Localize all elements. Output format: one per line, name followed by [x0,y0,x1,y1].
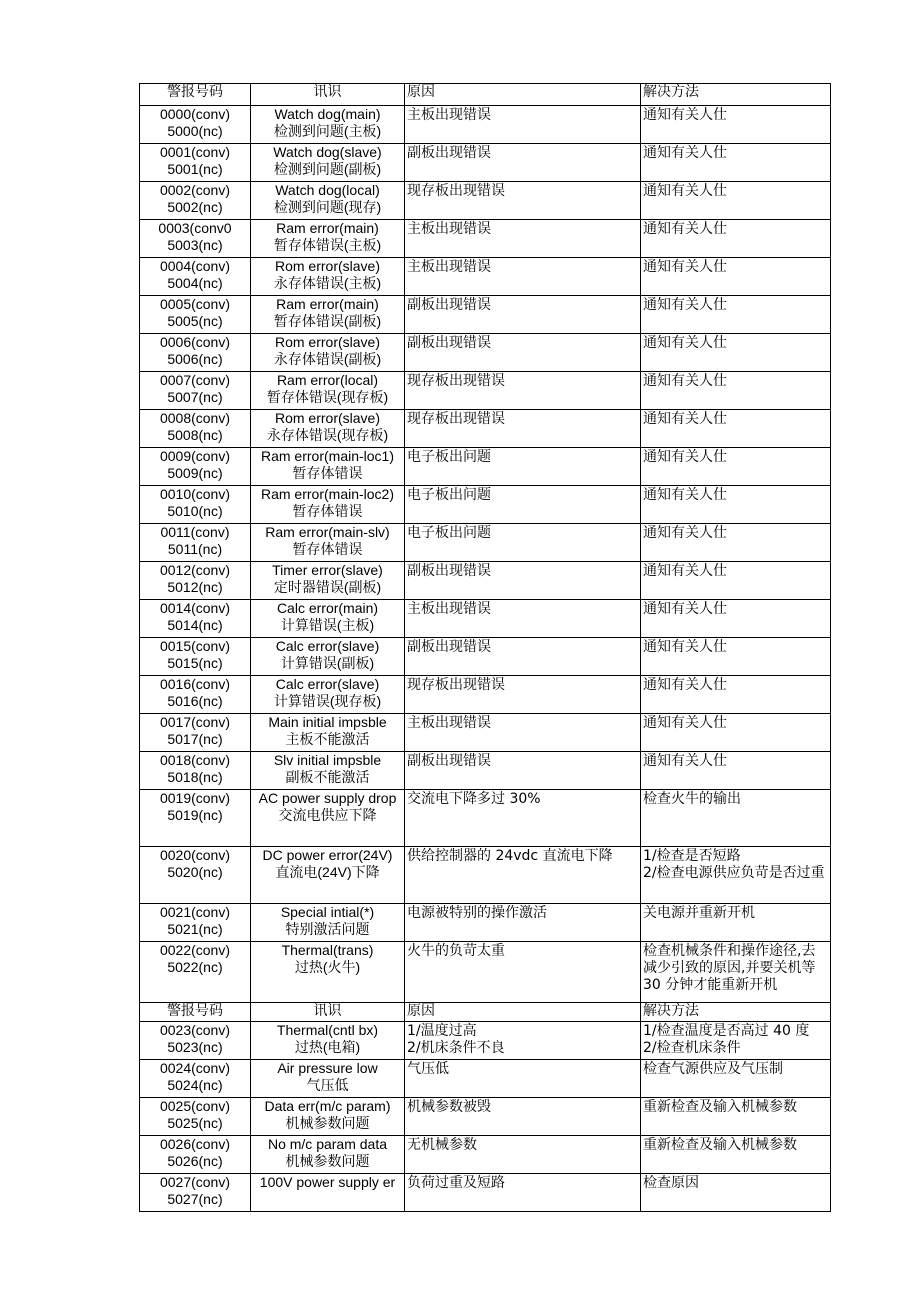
table-row [140,714,831,752]
message-cell [251,1174,405,1212]
alarm-code-nc: 5001(nc) [167,161,223,177]
alarm-code-cell [140,1022,251,1060]
solution-cell: 检查原因 [641,1174,831,1212]
alarm-code-nc: 5024(nc) [167,1077,223,1093]
message-cell [251,296,405,334]
message-en: 100V power supply er [259,1174,396,1190]
solution-cell: 检查火牛的输出 [641,790,831,847]
alarm-code-conv: 0017(conv) [159,714,231,730]
alarm-code-conv: 0015(conv) [159,638,231,654]
alarm-code-nc: 5022(nc) [167,959,223,975]
cause-cell: 负荷过重及短路 [405,1174,641,1212]
message-cell [251,714,405,752]
table-row [140,847,831,904]
alarm-code-cell [140,562,251,600]
message-en: Slv initial impsble [273,752,382,768]
table-row [140,106,831,144]
alarm-code-nc: 5026(nc) [167,1153,223,1169]
solution-cell: 通知有关人仕 [641,106,831,144]
message-cn: 机械参数问题 [285,1153,370,1169]
table-row [140,334,831,372]
solution-cell: 检查气源供应及气压制 [641,1060,831,1098]
alarm-code-nc: 5015(nc) [167,655,223,671]
alarm-code-cell [140,334,251,372]
alarm-code-nc: 5004(nc) [167,275,223,291]
solution-cell: 通知有关人仕 [641,410,831,448]
alarm-code-conv: 0018(conv) [159,752,231,768]
message-en: Special intial(*) [280,904,375,920]
cause-cell: 现存板出现错误 [405,676,641,714]
message-cn: 过热(电箱) [294,1039,361,1055]
alarm-code-conv: 0020(conv) [159,847,231,863]
alarm-code-cell [140,1174,251,1212]
cause-cell: 电子板出问题 [405,448,641,486]
cause-cell: 机械参数被毁 [405,1098,641,1136]
alarm-code-conv: 0014(conv) [159,600,231,616]
message-en: Timer error(slave) [272,562,383,578]
message-en: Main initial impsble [268,714,387,730]
message-cn: 直流电(24V)下降 [275,864,380,880]
header-cause: 原因 [405,84,641,106]
table-row [140,1136,831,1174]
cause-cell: 供给控制器的 24vdc 直流电下降 [405,847,641,904]
alarm-code-nc: 5012(nc) [167,579,223,595]
alarm-code-cell [140,904,251,942]
message-cn: 机械参数问题 [285,1115,370,1131]
header-code: 警报号码 [140,1003,251,1022]
cause-cell: 主板出现错误 [405,258,641,296]
message-cn: 主板不能激活 [285,731,370,747]
table-row [140,752,831,790]
table-row [140,258,831,296]
message-cn: 永存体错误(主板) [273,275,382,291]
message-en: Air pressure low [277,1060,378,1076]
alarm-code-conv: 0007(conv) [159,372,231,388]
alarm-code-conv: 0021(conv) [159,904,231,920]
message-cn: 副板不能激活 [285,769,370,785]
alarm-code-conv: 0022(conv) [159,942,231,958]
cause-cell: 主板出现错误 [405,714,641,752]
alarm-code-cell [140,182,251,220]
alarm-code-cell [140,1098,251,1136]
message-cn: 暂存体错误(现存板) [266,389,389,405]
alarm-code-cell [140,1136,251,1174]
message-en: AC power supply drop [258,790,397,806]
alarm-code-nc: 5027(nc) [167,1191,223,1207]
alarm-code-nc: 5016(nc) [167,693,223,709]
alarm-code-cell [140,296,251,334]
message-cell [251,1022,405,1060]
cause-cell: 副板出现错误 [405,638,641,676]
table-row [140,1174,831,1212]
alarm-code-nc: 5017(nc) [167,731,223,747]
message-en: Ram error(main-slv) [265,524,390,540]
message-cn: 过热(火牛) [294,959,361,975]
message-cell [251,904,405,942]
message-cell [251,562,405,600]
cause-cell: 副板出现错误 [405,144,641,182]
header-message: 讯识 [251,1003,405,1022]
table-row [140,1060,831,1098]
repeated-header-row [140,1003,831,1022]
message-cell [251,638,405,676]
table-row [140,220,831,258]
message-cell [251,486,405,524]
alarm-code-nc: 5006(nc) [167,351,223,367]
message-cell [251,144,405,182]
solution-cell: 通知有关人仕 [641,714,831,752]
solution-cell: 检查机械条件和操作途径,去减少引致的原因,并要关机等 30 分钟才能重新开机 [641,942,831,1003]
alarm-code-nc: 5002(nc) [167,199,223,215]
solution-cell: 通知有关人仕 [641,448,831,486]
table-row [140,448,831,486]
cause-cell: 电子板出问题 [405,486,641,524]
message-cn: 永存体错误(副板) [273,351,382,367]
alarm-code-cell [140,676,251,714]
message-en: Data err(m/c param) [264,1098,391,1114]
table-row [140,182,831,220]
alarm-code-cell [140,790,251,847]
message-cell [251,106,405,144]
message-en: Thermal(trans) [281,942,374,958]
cause-cell: 主板出现错误 [405,220,641,258]
alarm-code-conv: 0008(conv) [159,410,231,426]
table-row [140,296,831,334]
alarm-code-conv: 0016(conv) [159,676,231,692]
message-en: Ram error(main-loc1) [260,448,395,464]
alarm-code-cell [140,847,251,904]
alarm-code-cell [140,220,251,258]
alarm-code-nc: 5008(nc) [167,427,223,443]
alarm-code-table [139,83,831,1212]
cause-cell: 副板出现错误 [405,562,641,600]
table-row [140,600,831,638]
alarm-code-conv: 0005(conv) [159,296,231,312]
solution-cell: 1/检查温度是否高过 40 度 2/检查机床条件 [641,1022,831,1060]
message-en: Thermal(cntl bx) [276,1022,379,1038]
alarm-code-nc: 5010(nc) [167,503,223,519]
message-cn: 永存体错误(现存板) [266,427,389,443]
cause-cell: 现存板出现错误 [405,410,641,448]
message-en: Rom error(slave) [274,258,380,274]
table-row [140,372,831,410]
message-cn: 检测到问题(现存) [273,199,382,215]
alarm-code-conv: 0019(conv) [159,790,231,806]
cause-cell: 副板出现错误 [405,334,641,372]
alarm-code-conv: 0012(conv) [159,562,231,578]
alarm-code-nc: 5025(nc) [167,1115,223,1131]
message-cell [251,334,405,372]
table-row [140,904,831,942]
alarm-code-conv: 0003(conv0 [158,220,232,236]
header-solution: 解决方法 [641,84,831,106]
message-cn: 暂存体错误 [292,541,363,557]
cause-cell: 电子板出问题 [405,524,641,562]
message-en: Ram error(main-loc2) [260,486,395,502]
message-cell [251,182,405,220]
alarm-code-conv: 0000(conv) [159,106,231,122]
message-cn: 暂存体错误(副板) [273,313,382,329]
solution-cell: 1/检查是否短路 2/检查电源供应负苛是否过重 [641,847,831,904]
header-solution: 解决方法 [641,1003,831,1022]
alarm-code-conv: 0006(conv) [159,334,231,350]
alarm-code-conv: 0023(conv) [159,1022,231,1038]
cause-cell: 现存板出现错误 [405,372,641,410]
alarm-code-cell [140,106,251,144]
cause-cell: 火牛的负苛太重 [405,942,641,1003]
message-en: Calc error(slave) [275,676,380,692]
message-cell [251,752,405,790]
solution-cell: 通知有关人仕 [641,296,831,334]
solution-cell: 通知有关人仕 [641,562,831,600]
alarm-code-nc: 5021(nc) [167,921,223,937]
alarm-code-cell [140,714,251,752]
solution-cell: 通知有关人仕 [641,600,831,638]
alarm-code-cell [140,144,251,182]
alarm-code-conv: 0027(conv) [159,1174,231,1190]
header-code: 警报号码 [140,84,251,106]
cause-cell: 主板出现错误 [405,600,641,638]
cause-cell: 1/温度过高 2/机床条件不良 [405,1022,641,1060]
alarm-code-nc: 5018(nc) [167,769,223,785]
message-cn: 计算错误(现存板) [273,693,382,709]
table-row [140,144,831,182]
solution-cell: 通知有关人仕 [641,638,831,676]
message-cell [251,600,405,638]
alarm-code-cell [140,372,251,410]
cause-cell: 无机械参数 [405,1136,641,1174]
message-cell [251,258,405,296]
alarm-code-nc: 5007(nc) [167,389,223,405]
table-row [140,486,831,524]
alarm-code-cell [140,258,251,296]
message-en: Rom error(slave) [274,410,380,426]
alarm-code-nc: 5014(nc) [167,617,223,633]
table-row [140,1022,831,1060]
solution-cell: 通知有关人仕 [641,676,831,714]
solution-cell: 通知有关人仕 [641,334,831,372]
cause-cell: 气压低 [405,1060,641,1098]
message-en: Rom error(slave) [274,334,380,350]
table-row [140,676,831,714]
message-cell [251,372,405,410]
message-en: Watch dog(main) [274,106,381,122]
table-row [140,790,831,847]
alarm-code-conv: 0001(conv) [159,144,231,160]
message-cell [251,1136,405,1174]
solution-cell: 重新检查及输入机械参数 [641,1098,831,1136]
alarm-code-nc: 5003(nc) [167,237,223,253]
message-en: Calc error(main) [276,600,379,616]
alarm-code-cell [140,1060,251,1098]
message-cell [251,524,405,562]
solution-cell: 通知有关人仕 [641,752,831,790]
alarm-code-conv: 0010(conv) [159,486,231,502]
message-en: DC power error(24V) [262,847,393,863]
message-cell [251,676,405,714]
alarm-code-nc: 5000(nc) [167,123,223,139]
message-cell [251,448,405,486]
alarm-code-cell [140,638,251,676]
message-cell [251,1060,405,1098]
alarm-code-nc: 5011(nc) [167,541,223,557]
cause-cell: 电源被特别的操作激活 [405,904,641,942]
message-cn: 定时器错误(副板) [273,579,382,595]
alarm-code-nc: 5020(nc) [167,864,223,880]
alarm-code-conv: 0026(conv) [159,1136,231,1152]
message-cell [251,1098,405,1136]
message-en: Ram error(main) [276,296,379,312]
alarm-code-cell [140,410,251,448]
alarm-code-cell [140,448,251,486]
alarm-code-conv: 0024(conv) [159,1060,231,1076]
message-cn: 检测到问题(副板) [273,161,382,177]
alarm-code-conv: 0025(conv) [159,1098,231,1114]
alarm-code-nc: 5023(nc) [167,1039,223,1055]
alarm-code-conv: 0011(conv) [160,524,230,540]
message-cell [251,847,405,904]
message-cell [251,410,405,448]
header-row [140,84,831,106]
solution-cell: 通知有关人仕 [641,220,831,258]
message-cn: 暂存体错误 [292,465,363,481]
header-cause: 原因 [405,1003,641,1022]
alarm-code-nc: 5009(nc) [167,465,223,481]
alarm-code-conv: 0009(conv) [159,448,231,464]
message-cell [251,790,405,847]
message-en: No m/c param data [267,1136,388,1152]
alarm-code-cell [140,486,251,524]
solution-cell: 通知有关人仕 [641,486,831,524]
cause-cell: 副板出现错误 [405,296,641,334]
message-en: Watch dog(slave) [273,144,382,160]
message-cn: 暂存体错误 [292,503,363,519]
message-cn: 计算错误(副板) [280,655,375,671]
cause-cell: 副板出现错误 [405,752,641,790]
solution-cell: 关电源并重新开机 [641,904,831,942]
solution-cell: 通知有关人仕 [641,372,831,410]
table-row [140,1098,831,1136]
message-en: Ram error(main) [276,220,379,236]
alarm-code-cell [140,942,251,1003]
alarm-code-nc: 5019(nc) [167,807,223,823]
message-en: Calc error(slave) [275,638,380,654]
table-row [140,942,831,1003]
message-cn: 交流电供应下降 [278,807,377,823]
message-en: Ram error(local) [276,372,379,388]
cause-cell: 主板出现错误 [405,106,641,144]
alarm-code-cell [140,752,251,790]
cause-cell: 交流电下降多过 30% [405,790,641,847]
table-row [140,524,831,562]
message-cn: 检测到问题(主板) [273,123,382,139]
table-row [140,410,831,448]
message-cn: 计算错误(主板) [280,617,375,633]
solution-cell: 通知有关人仕 [641,182,831,220]
solution-cell: 通知有关人仕 [641,524,831,562]
alarm-code-conv: 0002(conv) [159,182,231,198]
table-row [140,562,831,600]
solution-cell: 重新检查及输入机械参数 [641,1136,831,1174]
alarm-code-cell [140,524,251,562]
alarm-code-conv: 0004(conv) [159,258,231,274]
solution-cell: 通知有关人仕 [641,144,831,182]
message-en: Watch dog(local) [275,182,380,198]
message-cn: 暂存体错误(主板) [273,237,382,253]
alarm-code-nc: 5005(nc) [167,313,223,329]
message-cn: 特别激活问题 [285,921,370,937]
message-cell [251,220,405,258]
alarm-code-cell [140,600,251,638]
message-cn: 气压低 [306,1077,349,1093]
cause-cell: 现存板出现错误 [405,182,641,220]
header-message: 讯识 [251,84,405,106]
message-cell [251,942,405,1003]
solution-cell: 通知有关人仕 [641,258,831,296]
table-row [140,638,831,676]
